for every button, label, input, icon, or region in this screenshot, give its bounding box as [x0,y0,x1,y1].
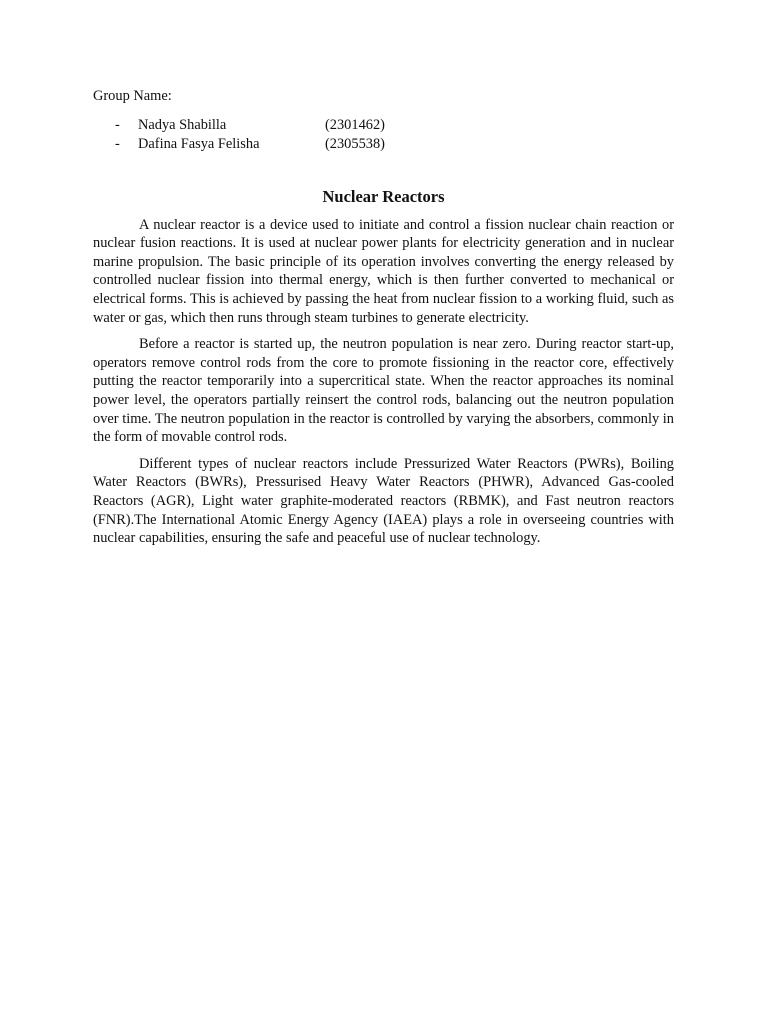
body-paragraph: Before a reactor is started up, the neutron population is near zero. During reactor start-up, operators remove control rods from the core to promote fissioning in the reactor core, effectively putting the reactor temporarily into a supercritical state. When the reactor approaches its nominal power level, the operators partially reinsert the control rods, balancing out the neutron population over time. The neutron population in the reactor is controlled by varying the absorbers, commonly in the form of movable control rods. [93,336,674,446]
body-paragraph: Different types of nuclear reactors include Pressurized Water Reactors (PWRs), Boiling Water Reactors (BWRs), Pressurised Heavy Water Reactors (PHWR), Advanced Gas-cooled Reactors (AGR), Light water graphite-moderated reactors (RBMK), and Fast neutron reactors (FNR).The International Atomic Energy Agency (IAEA) plays a role in overseeing countries with nuclear capabilities, ensuring the safe and peaceful use of nuclear technology. [93,455,674,547]
list-bullet: - [115,135,120,152]
member-item [93,135,674,154]
body-paragraph: A nuclear reactor is a device used to initiate and control a fission nuclear chain reaction or nuclear fusion reactions. It is used at nuclear power plants for electricity generation and in nuclear marine propulsion. The basic principle of its operation involves converting the energy released by controlled nuclear fission into thermal energy, which is then further converted to mechanical or electrical forms. This is achieved by passing the heat from nuclear fission to a working fluid, such as water or gas, which then runs through steam turbines to generate electricity. [93,216,674,326]
member-list [93,116,674,154]
member-name: Dafina Fasya Felisha [138,135,260,152]
member-name: Nadya Shabilla [138,116,227,133]
document-title: Nuclear Reactors [322,186,445,206]
group-name-label: Group Name: [93,88,172,104]
member-id: (2301462) [325,116,385,133]
member-item [93,116,674,135]
list-bullet: - [115,116,120,133]
member-id: (2305538) [325,135,385,152]
document-content [93,87,674,556]
